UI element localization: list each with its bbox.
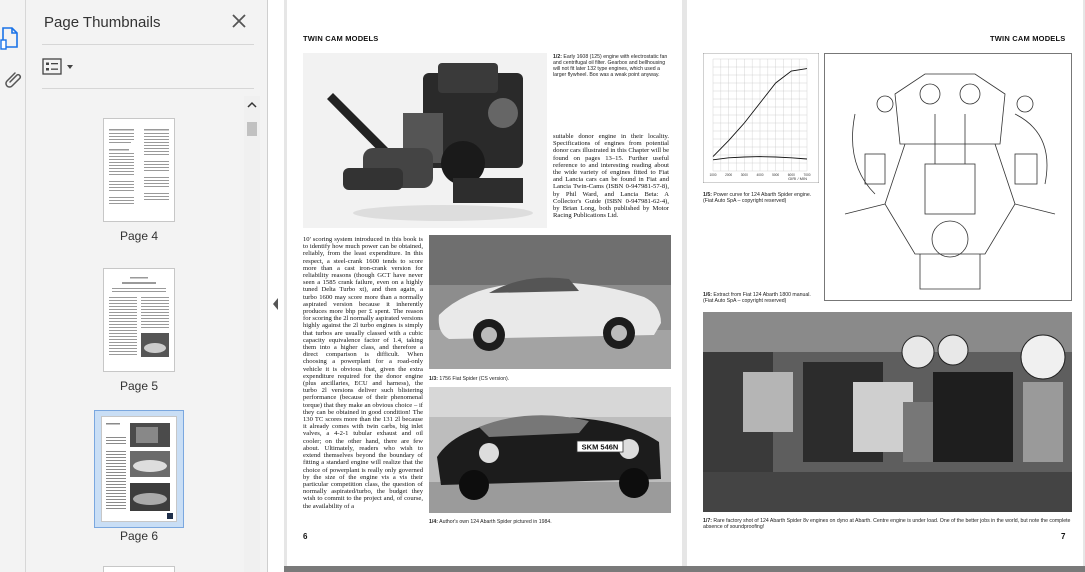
document-view[interactable] — [284, 0, 1085, 572]
engine-photo — [303, 53, 547, 228]
thumbnail-label: Page 6 — [119, 529, 159, 543]
chart-x-tick-label: 7000 — [803, 173, 811, 177]
thumbnail-page-5[interactable] — [103, 268, 175, 372]
thumbnail-page-7[interactable] — [103, 566, 175, 572]
chevron-up-icon[interactable] — [244, 98, 260, 112]
thumbnail-options-icon — [42, 56, 80, 78]
thumbnail-options-button[interactable] — [42, 56, 80, 78]
chart-x-tick-label: 1000 — [709, 173, 717, 177]
caption-number: 1/5: — [703, 192, 712, 198]
page-number: 7 — [1061, 532, 1066, 541]
power-curve-chart — [703, 53, 819, 183]
caption-1-7 — [703, 518, 1071, 530]
thumbnails-panel — [26, 0, 268, 572]
page-thumbnails-icon[interactable] — [0, 22, 26, 52]
left-icon-rail — [0, 0, 26, 572]
chart-x-tick-label: 6000 — [787, 173, 795, 177]
panel-divider — [42, 88, 254, 89]
horizontal-scrollbar[interactable] — [284, 566, 1085, 572]
thumbnail-list — [26, 96, 244, 572]
thumbnail-scrollbar[interactable] — [244, 96, 260, 572]
document-page-7 — [687, 0, 1083, 566]
chart-x-tick-label: 3000 — [740, 173, 748, 177]
caption-text: Early 1608 (125) engine with electrostatic fan and centrifugal oil filter. Gearbox and bellhousing will not fit later 132 type engines, which used a larger flywheel. Box was a weak point anyway. — [553, 54, 668, 78]
caption-1-6 — [703, 292, 821, 304]
abarth-spider-photo — [429, 387, 671, 513]
panel-title: Page Thumbnails — [44, 14, 161, 31]
body-text-right-column: suitable donor engine in their locality. Specifications of engines from potential donor cars illustrated in this Chapter will be found on pages 13–15. Further useful reference to and interesting reading about the wide variety of engines fitted to Fiat and Lancia cars can be found in Fiat and Lancia Twin-Cams (ISBN 0-947981-57-8), by Phil Ward, and Lancia Beta: A Collector's Guide (ISBN 0-947981-62-4), by Brian Long, both published by Motor Racing Publications Ltd. — [553, 133, 669, 220]
running-head: TWIN CAM MODELS — [303, 34, 379, 43]
thumbnail-label: Page 4 — [119, 229, 159, 243]
caption-1-2 — [553, 54, 671, 78]
thumbnail-label: Page 5 — [119, 379, 159, 393]
caption-1-5 — [703, 192, 821, 204]
body-text-left-column: 10' scoring system introduced in this book is to identify how much power can be obtained, reliably, from the least expenditure. In this respect, a steel-crank 1600 tends to score more than a cast iron-crank version for reliability reasons (though GCT have never seen a 1585 crank failure, even on a highly tuned Delta Turbo xt), and then again, a turbo 1600 may score more than a normally aspirated version because it inherently produces more bhp per £ spent. The reason for scoring the 2l normally aspirated versions highly against the 2l turbo engines is simply that turbos are usually classed with a cubic capacity equivalence factor of 1.4, taking them into a higher class, and therefore a direct comparison is difficult. When choosing a powerplant for a road-only vehicle it is obvious that, given the extra expenditure required for the donor engine (plus ancillaries, ECU and harness), the turbo 2l versions deliver such blistering performance (because of their phenomenal torque) that they make an obvious choice – if they can be obtained in good condition! The 130 TC scores more than the 131 2l because it already comes with twin carbs, big inlet valves, a 4-2-1 tubular exhaust and oil cooler; on the other hand, there are few about. Ultimately, readers who wish to extend themselves beyond the boundary of fitting a standard engine will realize that the choice of powerplant is really only governed by the size of the engine vis a vis their particular competition class, the question of normally aspirated/turbo, the budget they wish to commit to the project and, of course, the availability of a — [303, 236, 423, 510]
caption-text: Author's own 124 Abarth Spider pictured in 1984. — [439, 519, 552, 525]
caption-1-3 — [429, 376, 669, 382]
thumbnail-page-6[interactable] — [101, 416, 177, 522]
scrollbar-thumb[interactable] — [247, 122, 257, 136]
engine-cutaway-drawing — [824, 53, 1072, 301]
thumbnail-page-4[interactable] — [103, 118, 175, 222]
caption-number: 1/2: — [553, 54, 562, 60]
caption-text: Rare factory shot of 124 Abarth Spider 8v engines on dyno at Abarth. Centre engine is under load. One of the better jobs in the world, but note the complete absence of soundproofing! — [703, 518, 1071, 530]
running-head: TWIN CAM MODELS — [990, 34, 1066, 43]
collapse-panel-handle[interactable] — [270, 290, 282, 318]
caption-number: 1/4: — [429, 519, 438, 525]
document-page-6 — [287, 0, 682, 566]
caption-number: 1/6: — [703, 292, 712, 298]
caption-number: 1/7: — [703, 518, 712, 524]
caption-text: Extract from Fiat 124 Abarth 1800 manual. (Fiat Auto SpA – copyright reserved) — [703, 292, 811, 304]
license-plate-text: SKM 546N — [581, 442, 619, 452]
caption-1-4 — [429, 519, 669, 525]
x-axis-label: GIRI / MIN — [788, 176, 807, 181]
chart-x-tick-label: 5000 — [772, 173, 780, 177]
page-number: 6 — [303, 532, 308, 541]
fiat-spider-photo — [429, 235, 671, 369]
attachment-paperclip-icon[interactable] — [0, 66, 26, 96]
panel-divider — [42, 44, 254, 45]
chart-x-tick-label: 4000 — [756, 173, 764, 177]
caption-text: 1756 Fiat Spider (CS version). — [439, 376, 510, 382]
close-icon[interactable] — [231, 13, 247, 29]
power-curve-svg — [703, 53, 819, 183]
chart-x-tick-label: 2000 — [725, 173, 733, 177]
caption-number: 1/3: — [429, 376, 438, 382]
caption-text: Power curve for 124 Abarth Spider engine. (Fiat Auto SpA – copyright reserved) — [703, 192, 812, 204]
dyno-factory-photo — [703, 312, 1072, 512]
chevron-left-icon — [270, 290, 282, 318]
